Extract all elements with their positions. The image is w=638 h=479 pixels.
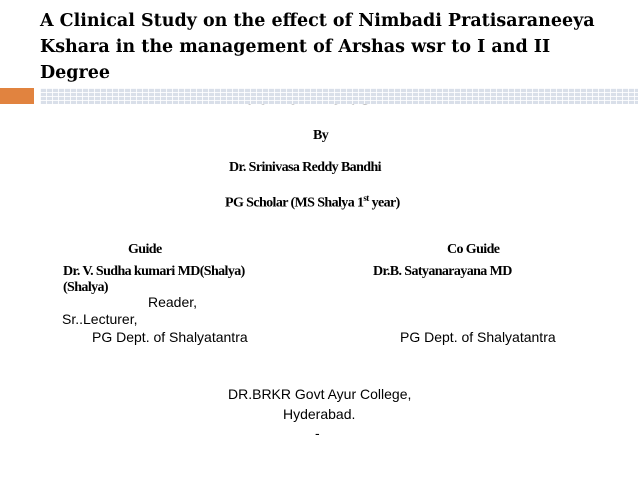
- co-guide-heading: Co Guide: [447, 242, 500, 257]
- author-name: Dr. Srinivasa Reddy Bandhi: [229, 160, 381, 175]
- guide-department: PG Dept. of Shalyatantra: [92, 329, 248, 345]
- guide-name: [63, 264, 245, 296]
- trailing-mark: -: [315, 425, 320, 441]
- title-line-2: Kshara in the management of Arshas wsr to I and II Degree: [40, 37, 551, 83]
- co-guide-name: Dr.B. Satyanarayana MD: [373, 264, 512, 279]
- by-label: By: [313, 128, 329, 143]
- scholar-suffix: year): [371, 195, 400, 211]
- college-city: Hyderabad.: [283, 406, 356, 422]
- scholar-prefix: PG Scholar (MS Shalya 1: [225, 195, 364, 211]
- guide-title-reader: Reader,: [148, 294, 198, 310]
- college-name: DR.BRKR Govt Ayur College,: [228, 386, 412, 402]
- decorative-bar: [0, 88, 638, 104]
- co-guide-department: PG Dept. of Shalyatantra: [400, 329, 556, 345]
- guide-name-line-2: (Shalya): [63, 280, 108, 295]
- accent-block: [0, 88, 34, 104]
- grid-band: [40, 88, 638, 104]
- guide-title-lecturer: Sr..Lecturer,: [62, 311, 138, 327]
- guide-name-line-1: Dr. V. Sudha kumari MD(Shalya): [63, 264, 245, 279]
- title-line-1: A Clinical Study on the effect of Nimbadi Pratisaraneeya: [40, 11, 595, 31]
- guide-heading: Guide: [128, 242, 162, 257]
- scholar-superscript: st: [363, 193, 369, 203]
- scholar-line: [225, 193, 400, 212]
